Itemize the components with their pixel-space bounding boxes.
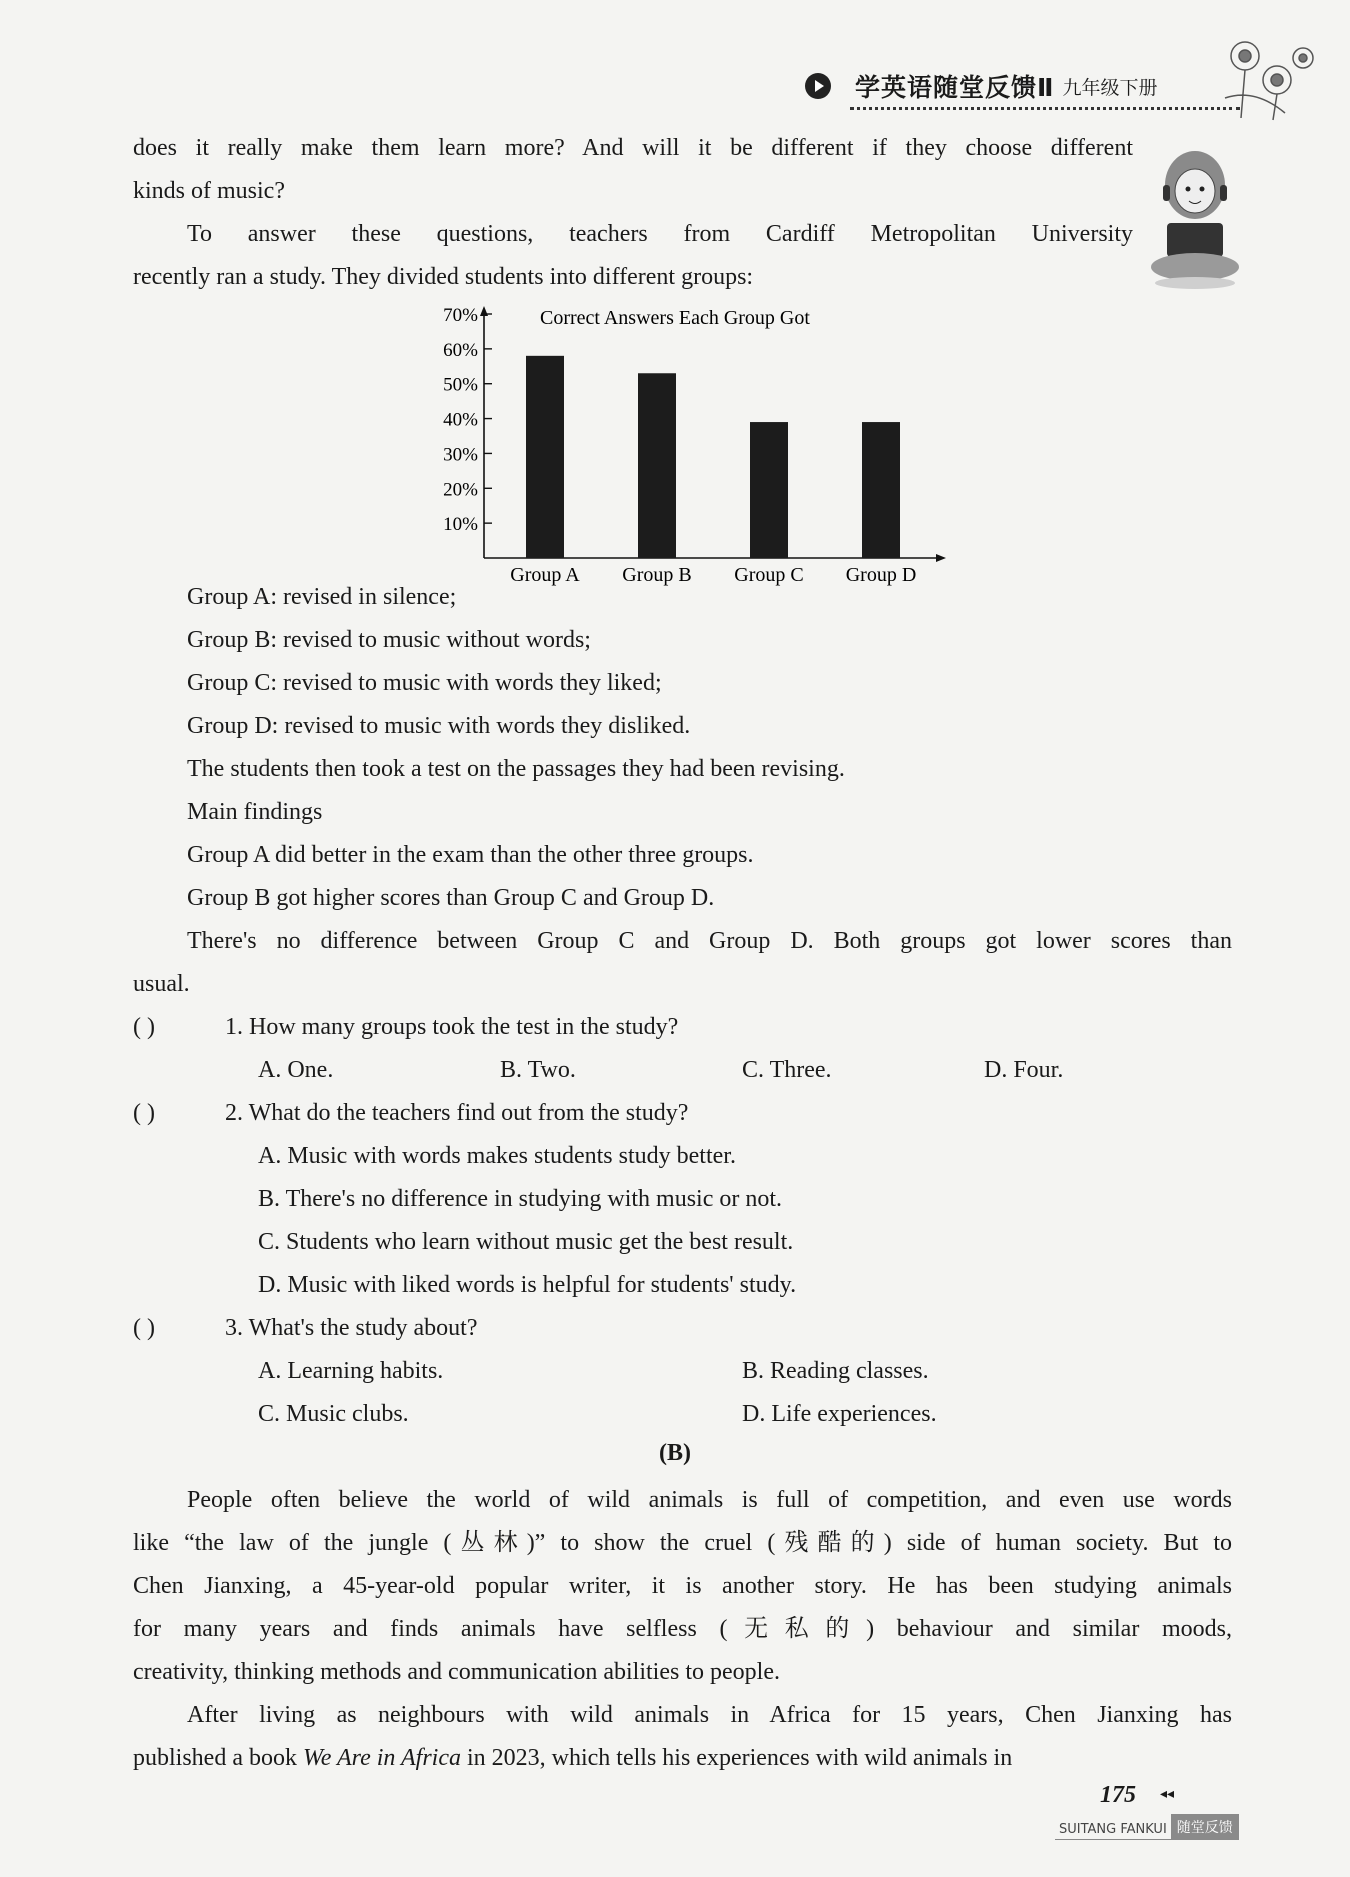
passage-line: recently ran a study. They divided students into different groups: [133, 264, 754, 290]
option-c[interactable]: C. Students who learn without music get the best result. [258, 1229, 794, 1255]
passage-line: Chen Jianxing, a 45-year-old popular writer, it is another story. He has been studying animals [133, 1573, 1232, 1599]
x-tick-label: Group B [622, 564, 692, 586]
option-d[interactable]: D. Music with liked words is helpful for students' study. [258, 1272, 797, 1298]
play-circle-icon [805, 73, 831, 99]
answer-blank[interactable]: ( ) [133, 1100, 155, 1126]
question-stem: 1. How many groups took the test in the study? [225, 1014, 679, 1040]
y-tick-label: 30% [443, 444, 478, 466]
option-b[interactable]: B. Two. [500, 1057, 576, 1083]
x-tick-labels [510, 564, 916, 586]
y-tick-label: 10% [443, 514, 478, 536]
answer-blank[interactable]: ( ) [133, 1014, 155, 1040]
passage-line: To answer these questions, teachers from Cardiff Metropolitan University [187, 221, 1133, 247]
y-tick-label: 60% [443, 339, 478, 361]
text-run: published a book [133, 1745, 303, 1771]
question-stem: 2. What do the teachers find out from the study? [225, 1100, 689, 1126]
option-c[interactable]: C. Three. [742, 1057, 832, 1083]
y-tick-label: 70% [443, 305, 478, 326]
passage-line [133, 1743, 1232, 1773]
book-title-italic: We Are in Africa [302, 1745, 461, 1771]
finding-line: usual. [133, 971, 190, 997]
option-a[interactable]: A. Music with words makes students study better. [258, 1143, 736, 1169]
section-heading: (B) [659, 1440, 691, 1466]
option-b[interactable]: B. Reading classes. [742, 1358, 929, 1384]
bar-group-d [862, 422, 900, 558]
header-divider [850, 107, 1240, 110]
x-tick-label: Group A [510, 564, 580, 586]
girl-with-laptop-icon [1145, 145, 1245, 290]
bar-group-b [638, 373, 676, 558]
question-stem: 3. What's the study about? [225, 1315, 478, 1341]
book-title: 学英语随堂反馈Ⅱ [855, 73, 1055, 102]
page-header [805, 68, 1157, 104]
chart-title: Correct Answers Each Group Got [540, 307, 810, 329]
sunflower-decoration-icon [1215, 28, 1330, 123]
page-number: 175 [1100, 1782, 1136, 1808]
passage-line: kinds of music? [133, 178, 285, 204]
finding-line: There's no difference between Group C and Group D. Both groups got lower scores than [187, 928, 1232, 954]
passage-line: The students then took a test on the passages they had been revising. [187, 756, 845, 782]
y-tick-label: 50% [443, 374, 478, 396]
option-b[interactable]: B. There's no difference in studying with music or not. [258, 1186, 783, 1212]
group-description: Group A: revised in silence; [187, 584, 457, 610]
option-d[interactable]: D. Four. [984, 1057, 1064, 1083]
bars [526, 356, 900, 558]
passage-line: After living as neighbours with wild animals in Africa for 15 years, Chen Jianxing has [187, 1702, 1232, 1728]
answer-blank[interactable]: ( ) [133, 1315, 155, 1341]
passage-line: does it really make them learn more? And will it be different if they choose different [133, 135, 1133, 161]
passage-line: People often believe the world of wild animals is full of competition, and even use words [187, 1487, 1232, 1513]
book-subtitle: 九年级下册 [1062, 76, 1158, 99]
option-a[interactable]: A. One. [258, 1057, 334, 1083]
group-description: Group B: revised to music without words; [187, 627, 591, 653]
passage-line: creativity, thinking methods and communication abilities to people. [133, 1659, 780, 1685]
passage-line: for many years and finds animals have selfless (无私的) behaviour and similar moods, [133, 1616, 1232, 1642]
brand-latin: SUITANG FANKUI [1055, 1822, 1171, 1840]
finding-line: Group B got higher scores than Group C and Group D. [187, 885, 715, 911]
option-a[interactable]: A. Learning habits. [258, 1358, 444, 1384]
text-run: in 2023, which tells his experiences with wild animals in [460, 1745, 1013, 1771]
group-description: Group C: revised to music with words they liked; [187, 670, 662, 696]
x-tick-label: Group C [734, 564, 804, 586]
group-description: Group D: revised to music with words they disliked. [187, 713, 691, 739]
findings-heading: Main findings [187, 799, 323, 825]
y-tick-label: 20% [443, 479, 478, 501]
finding-line: Group A did better in the exam than the other three groups. [187, 842, 754, 868]
bar-group-c [750, 422, 788, 558]
bar-group-a [526, 356, 564, 558]
double-arrow-icon: ◂◂ [1160, 1787, 1175, 1802]
passage-line: like “the law of the jungle (丛林)” to show the cruel (残酷的) side of human society. But to [133, 1530, 1232, 1556]
footer-brand [1055, 1814, 1255, 1840]
option-c[interactable]: C. Music clubs. [258, 1401, 409, 1427]
x-axis-arrow-icon [936, 554, 946, 562]
brand-chinese: 随堂反馈 [1171, 1814, 1239, 1840]
x-tick-label: Group D [845, 564, 917, 586]
y-tick-label: 40% [443, 409, 478, 431]
option-d[interactable]: D. Life experiences. [742, 1401, 937, 1427]
bar-chart [430, 300, 950, 590]
